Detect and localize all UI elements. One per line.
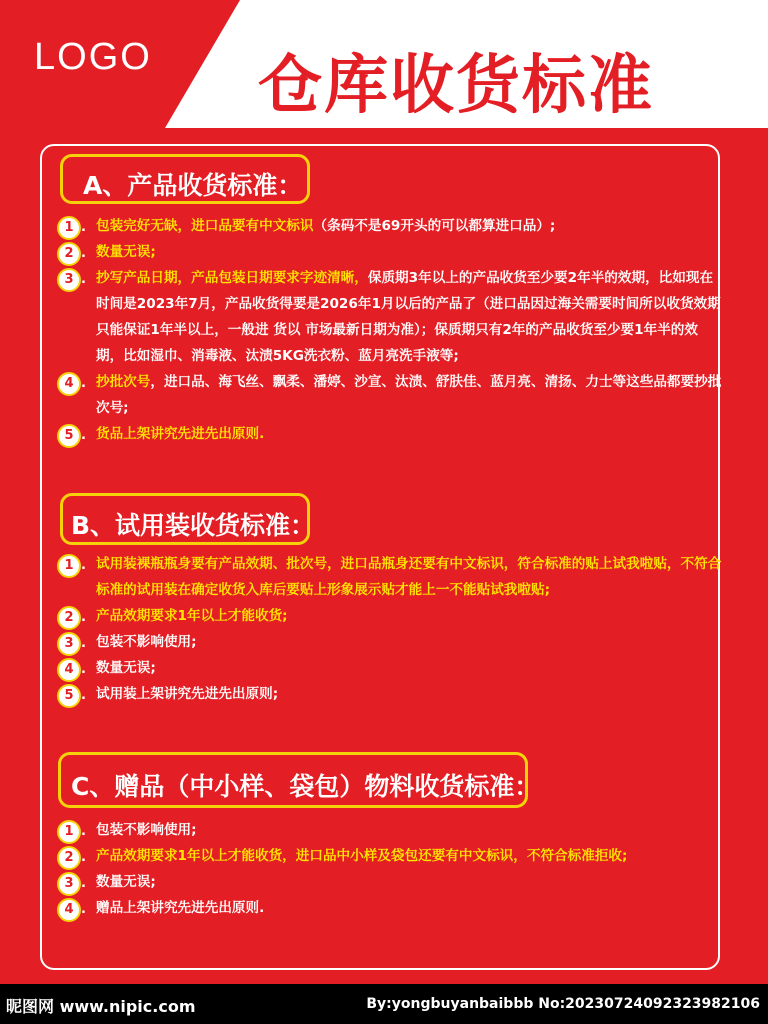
item-text: （条码不是69开头的可以都算进口品）; [313, 218, 556, 234]
number-badge: 3 . [57, 872, 81, 896]
item-text: 数量无误; [96, 244, 156, 260]
item-text: 货品上架讲究先进先出原则. [96, 426, 265, 442]
item-text: 数量无误; [96, 874, 156, 890]
list-item [56, 239, 724, 265]
item-text: 包装不影响使用; [96, 634, 197, 650]
number-badge: 2 . [57, 242, 81, 266]
item-text: 保质期3年以上的产品收货至少要2年半的效期，比如现在时间是2023年7月，产品收货得要是2026年1月以后的产品了（进口品因过海关需要时间所以收货效期只能保证1年半以上，一般进 货以 市场最新日期为准）；保质期只有2年的产品收货至少要1年半的效期，比如湿巾、消毒液、汰渍5KG洗衣粉、蓝月亮洗手液等; [96, 270, 721, 364]
section-c-heading: C、赠品（中小样、袋包）物料收货标准： [58, 752, 528, 808]
item-text: 抄写产品日期，产品包装日期要求字迹清晰， [96, 270, 368, 286]
item-text: 产品效期要求1年以上才能收货; [96, 608, 288, 624]
number-badge: 3 . [57, 268, 81, 292]
section-b-list [56, 551, 724, 707]
list-item [56, 369, 724, 421]
item-text: 赠品上架讲究先进先出原则. [96, 900, 265, 916]
number-badge: 3 . [57, 632, 81, 656]
section-b-heading: B、试用装收货标准： [60, 493, 310, 545]
item-text: 抄批次号 [96, 374, 151, 390]
list-item [56, 421, 724, 447]
number-badge: 2 . [57, 846, 81, 870]
page-title: 仓库收货标准 [258, 48, 654, 123]
item-text: ，进口品、海飞丝、飘柔、潘婷、沙宣、汰渍、舒肤佳、蓝月亮、清扬、力士等这些品都要抄批次号; [96, 374, 722, 416]
number-badge: 4 . [57, 658, 81, 682]
list-item [56, 603, 724, 629]
number-badge: 4 . [57, 898, 81, 922]
item-text: 包装不影响使用; [96, 822, 197, 838]
list-item [56, 843, 724, 869]
section-c-list [56, 817, 724, 921]
number-badge: 2 . [57, 606, 81, 630]
item-text: 数量无误; [96, 660, 156, 676]
list-item [56, 869, 724, 895]
item-text: 试用装上架讲究先进先出原则; [96, 686, 279, 702]
list-item [56, 895, 724, 921]
list-item [56, 817, 724, 843]
section-a-heading: A、产品收货标准： [60, 154, 310, 204]
number-badge: 4 . [57, 372, 81, 396]
item-text: 包装完好无缺，进口品要有中文标识 [96, 218, 314, 234]
list-item [56, 629, 724, 655]
list-item [56, 655, 724, 681]
number-badge: 1 . [57, 820, 81, 844]
list-item [56, 551, 724, 603]
item-text: 产品效期要求1年以上才能收货，进口品中小样及袋包还要有中文标识，不符合标准拒收; [96, 848, 628, 864]
watermark-bar [0, 984, 768, 1024]
list-item [56, 681, 724, 707]
watermark-credit: By:yongbuyanbaibbb No:20230724092323982106 [366, 996, 760, 1012]
number-badge: 5 . [57, 424, 81, 448]
watermark-site: 昵图网 www.nipic.com [6, 997, 196, 1016]
number-badge: 5 . [57, 684, 81, 708]
section-a-list [56, 213, 724, 447]
item-text: 试用装裸瓶瓶身要有产品效期、批次号，进口品瓶身还要有中文标识，符合标准的贴上试我啦贴，不符合标准的试用装在确定收货入库后要贴上形象展示贴才能上一不能贴试我啦贴; [96, 556, 722, 598]
list-item [56, 213, 724, 239]
list-item [56, 265, 724, 369]
logo: LOGO [34, 36, 152, 78]
number-badge: 1 . [57, 216, 81, 240]
number-badge: 1 . [57, 554, 81, 578]
